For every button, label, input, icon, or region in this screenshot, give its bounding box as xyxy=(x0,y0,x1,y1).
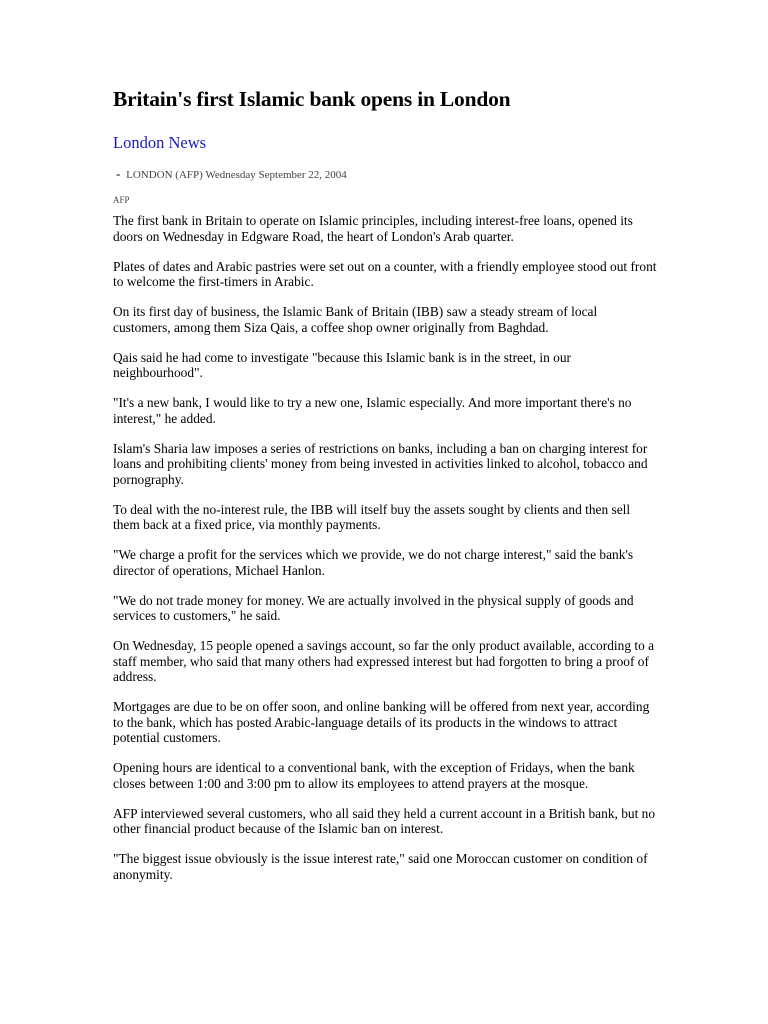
article-paragraph: Opening hours are identical to a conventional bank, with the exception of Fridays, when the bank closes between 1:00 and 3:00 pm to allow its employees to attend prayers at the mosque. xyxy=(113,760,635,791)
section-link-london-news[interactable]: London News xyxy=(113,133,207,152)
dateline xyxy=(116,167,658,182)
article-paragraph: "We charge a profit for the services which we provide, we do not charge interest," said the bank's director of operations, Michael Hanlon. xyxy=(113,547,634,578)
article-paragraph: "The biggest issue obviously is the issue interest rate," said one Moroccan customer on condition of anonymity. xyxy=(113,851,648,882)
article-paragraph: "It's a new bank, I would like to try a new one, Islamic especially. And more important there's no interest," he added. xyxy=(113,395,632,426)
article-paragraph: To deal with the no-interest rule, the IBB will itself buy the assets sought by clients and then sell them back at a fixed price, via monthly payments. xyxy=(113,501,631,532)
article-paragraph: Qais said he had come to investigate "because this Islamic bank is in the street, in our neighbourhood". xyxy=(113,349,572,380)
article-paragraph: Islam's Sharia law imposes a series of restrictions on banks, including a ban on charging interest for loans and prohibiting clients' money from being invested in activities linked to alcohol, tobacco and pornography. xyxy=(113,440,648,487)
article-paragraph: Mortgages are due to be on offer soon, and online banking will be offered from next year, according to the bank, which has posted Arabic-language details of its products in the windows to attract potential customers. xyxy=(113,699,650,745)
article-page xyxy=(113,86,658,897)
article-paragraph: On its first day of business, the Islamic Bank of Britain (IBB) saw a steady stream of local customers, among them Siza Qais, a coffee shop owner originally from Baghdad. xyxy=(113,304,598,335)
dateline-text: LONDON (AFP) Wednesday September 22, 2004 xyxy=(126,169,347,181)
article-paragraph: On Wednesday, 15 people opened a savings account, so far the only product available, according to a staff member, who said that many others had expressed interest but had forgotten to bring a proof of address. xyxy=(113,638,655,684)
source-credit: AFP xyxy=(113,195,130,205)
article-paragraph: Plates of dates and Arabic pastries were set out on a counter, with a friendly employee stood out front to welcome the first-timers in Arabic. xyxy=(113,258,657,289)
article-headline: Britain's first Islamic bank opens in London xyxy=(113,87,511,111)
article-paragraph: The first bank in Britain to operate on Islamic principles, including interest-free loans, opened its doors on Wednesday in Edgware Road, the heart of London's Arab quarter. xyxy=(113,213,633,244)
article-paragraph: AFP interviewed several customers, who all said they held a current account in a British bank, but no other financial product because of the Islamic ban on interest. xyxy=(113,805,656,836)
article-paragraph: "We do not trade money for money. We are actually involved in the physical supply of goods and services to customers," he said. xyxy=(113,592,634,623)
dateline-dash: - xyxy=(116,166,121,181)
article-body xyxy=(113,213,658,882)
